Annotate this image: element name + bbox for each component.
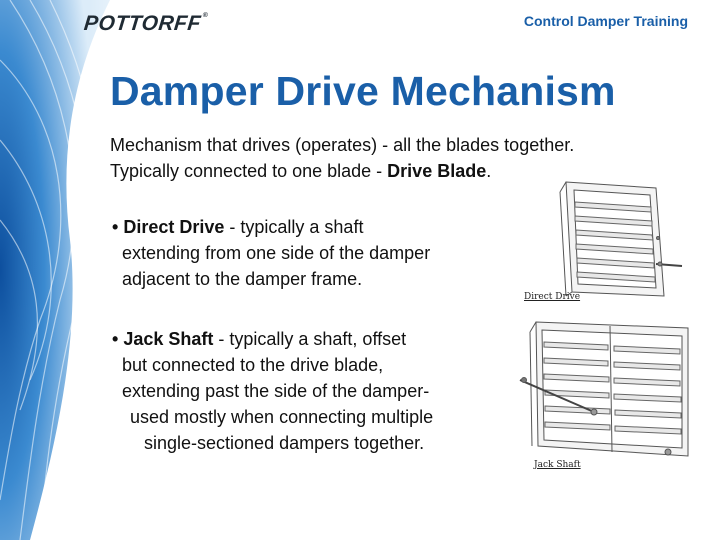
intro-line-2 — [110, 158, 574, 184]
bullet-text: - typically a shaft, offset — [213, 329, 407, 349]
intro-line-1: Mechanism that drives (operates) - all the blades together. — [110, 135, 575, 155]
bullet-jack-shaft-line-3: extending past the side of the damper- — [122, 381, 430, 401]
intro-line-2-prefix: Typically connected to one blade - — [110, 161, 388, 181]
bullet-jack-shaft — [112, 326, 433, 456]
direct-drive-caption: Direct Drive — [524, 292, 581, 302]
bullet-term: Jack Shaft — [123, 329, 214, 349]
intro-text — [110, 132, 574, 184]
bullet-jack-shaft-line-1 — [112, 326, 433, 352]
page-title: Damper Drive Mechanism — [110, 68, 616, 114]
bullet-jack-shaft-line-5: single-sectioned dampers together. — [144, 433, 425, 453]
bullet-marker: • — [112, 329, 119, 349]
jack-shaft-damper-image — [518, 318, 692, 460]
bullet-marker: • — [112, 217, 119, 237]
intro-drive-blade-term: Drive Blade — [387, 161, 487, 181]
bullet-direct-drive-line-1 — [112, 214, 430, 240]
brand-name: POTTORFF — [82, 12, 203, 35]
bullet-text: - typically a shaft — [224, 217, 364, 237]
direct-drive-damper-image — [556, 178, 686, 298]
bullet-direct-drive-line-3: adjacent to the damper frame. — [122, 269, 363, 289]
intro-line-2-suffix: . — [486, 161, 492, 181]
jack-shaft-caption: Jack Shaft — [534, 460, 581, 470]
bullet-term: Direct Drive — [123, 217, 225, 237]
bullet-jack-shaft-line-4: used mostly when connecting multiple — [130, 407, 434, 427]
header-training-label: Control Damper Training — [523, 13, 688, 29]
registered-mark: ® — [202, 12, 209, 19]
bullet-direct-drive — [112, 214, 430, 292]
bullet-jack-shaft-line-2: but connected to the drive blade, — [122, 355, 384, 375]
pottorff-logo — [83, 12, 209, 36]
bullet-direct-drive-line-2: extending from one side of the damper — [122, 243, 431, 263]
